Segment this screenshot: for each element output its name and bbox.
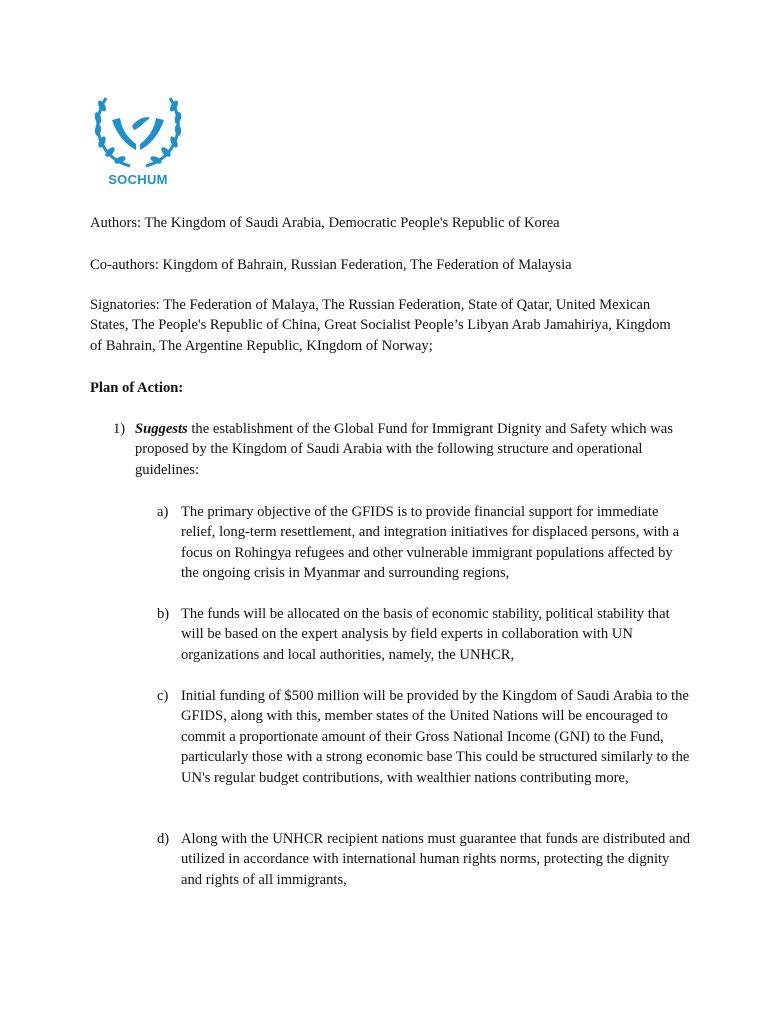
subclause-text: The primary objective of the GFIDS is to provide financial support for immediate relief, long-term resettlement, and integration initiatives for displaced persons, with a focus on Rohingya refugees and other vulnerable immigrant populations affected by the ongoing crisis in Myanmar and surrounding regions, xyxy=(181,504,680,582)
authors-line: Authors: The Kingdom of Saudi Arabia, Democratic People's Republic of Korea xyxy=(90,215,560,231)
subclause-text: Initial funding of $500 million will be provided by the Kingdom of Saudi Arabia to the GFIDS, along with this, member states of the United Nations will be encouraged to commit a proportionate amount of their Gross National Income (GNI) to the Fund, particularly those with a strong economic base This could be structured similarly to the UN's regular budget contributions, with wealthier nations contributing more, xyxy=(181,688,690,786)
subclause-text: The funds will be allocated on the basis of economic stability, political stability that will be based on the expert analysis by field experts in collaboration with UN organizations and local authorities, namely, the UNHCR, xyxy=(181,606,670,663)
un-emblem-hands-icon xyxy=(90,92,186,172)
clause-keyword: Suggests xyxy=(135,421,188,437)
clause-body xyxy=(135,419,680,480)
subclause-text: Along with the UNHCR recipient nations must guarantee that funds are distributed and utilized in accordance with international human rights norms, protecting the dignity and rights of all immigrants, xyxy=(181,831,691,888)
subclause-marker: d) xyxy=(157,831,170,847)
clause-text: the establishment of the Global Fund for Immigrant Dignity and Safety which was proposed by the Kingdom of Saudi Arabia with the following structure and operational guidelines: xyxy=(135,421,673,478)
clause-marker: 1) xyxy=(113,421,126,437)
coauthors-line: Co-authors: Kingdom of Bahrain, Russian Federation, The Federation of Malaysia xyxy=(90,257,572,273)
signatories-paragraph: Signatories: The Federation of Malaya, The Russian Federation, State of Qatar, United Mexican States, The People's Republic of China, Great Socialist People’s Libyan Arab Jamahiriya, Kingdom of Bahrain, The Argentine Republic, KIngdom of Norway; xyxy=(90,297,671,354)
plan-heading: Plan of Action: xyxy=(90,380,184,396)
subclause-marker: a) xyxy=(157,504,169,520)
sochum-logo xyxy=(90,92,186,190)
logo-text: SOCHUM xyxy=(108,172,168,187)
subclause-marker: b) xyxy=(157,606,170,622)
subclause-marker: c) xyxy=(157,688,169,704)
